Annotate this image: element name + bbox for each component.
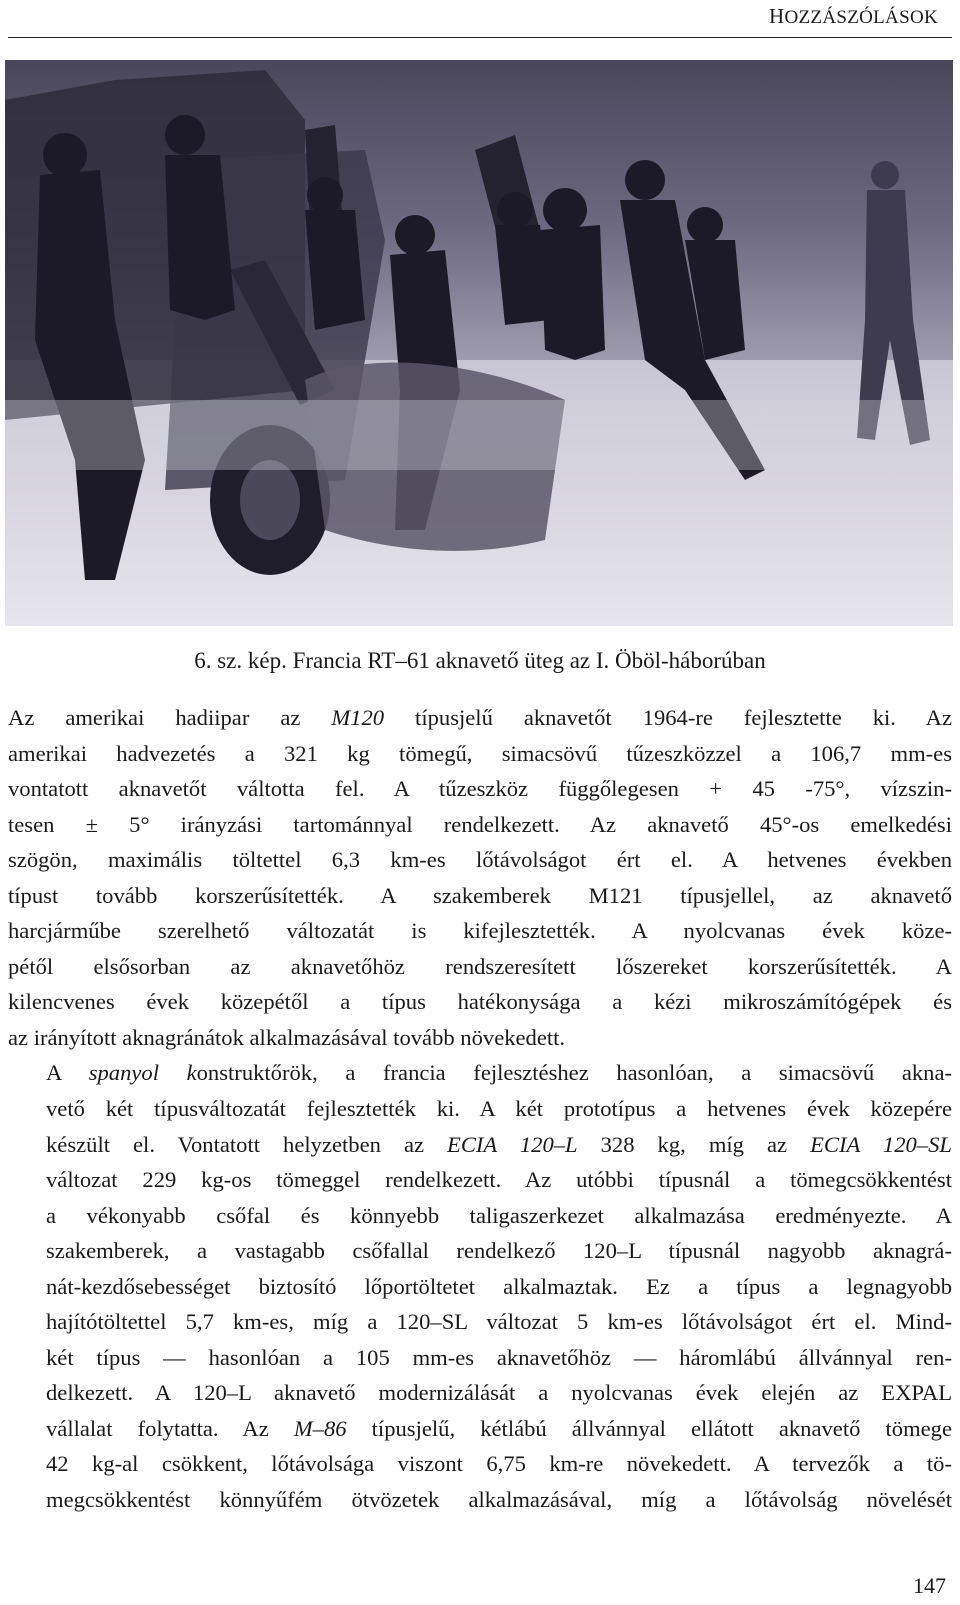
photo-illustration <box>5 60 953 626</box>
text-line <box>8 1020 952 1056</box>
text-line <box>8 1055 952 1091</box>
text-line <box>8 1446 952 1482</box>
text-line <box>8 1269 952 1305</box>
text-line <box>8 1233 952 1269</box>
text-run: szakemberek, a vastagabb csőfallal rendelkező 120–L típusnál nagyobb aknagrá- <box>46 1238 952 1264</box>
text-run: tesen ± 5° irányzási tartománnyal rendelkezett. Az aknavető 45°-os emelkedési <box>8 811 952 837</box>
text-run: delkezett. A 120–L aknavető modernizálását a nyolcvanas évek elején az EXPAL <box>46 1380 952 1406</box>
text-line <box>8 1482 952 1518</box>
text-run: típusjelű aknavetőt 1964-re fejlesztette ki. Az <box>384 705 952 730</box>
text-line <box>8 1304 952 1340</box>
text-run: változat 229 kg-os tömeggel rendelkezett. Az utóbbi típusnál a tömegcsökkentést <box>46 1167 952 1193</box>
italic-term: M120 <box>331 705 385 730</box>
text-run: készült el. Vontatott helyzetben az <box>46 1131 448 1157</box>
text-run: nát-kezdősebességet biztosító lőportöltetet alkalmaztak. Ez a típus a legnagyobb <box>46 1273 952 1299</box>
text-line <box>8 807 952 843</box>
text-run: pétől elsősorban az aknavetőhöz rendszeresített lőszereket korszerűsítették. A <box>8 953 952 979</box>
paragraph-m120 <box>8 700 952 1055</box>
text-line <box>8 736 952 772</box>
italic-term: ECIA 120–L <box>447 1131 578 1157</box>
photo-mortar-battery <box>5 60 953 626</box>
text-line <box>8 1340 952 1376</box>
header-rule <box>8 37 952 38</box>
text-run: típusjelű, kétlábú állvánnyal ellátott aknavető tömege <box>346 1415 953 1441</box>
page-number: 147 <box>913 1573 946 1598</box>
text-run: a vékonyabb csőfal és könnyebb taligaszerkezet alkalmazása eredményezte. A <box>46 1202 952 1228</box>
text-run: típust tovább korszerűsítették. A szakemberek M121 típusjellel, az aknavető <box>8 882 952 908</box>
text-line <box>8 1091 952 1127</box>
text-line <box>8 984 952 1020</box>
figure-caption: 6. sz. kép. Francia RT–61 aknavető üteg az I. Öböl-háborúban <box>194 648 766 673</box>
body-text <box>8 700 952 1518</box>
text-run: hajítótöltettel 5,7 km-es, míg a 120–SL változat 5 km-es lőtávolságot ért el. Mind- <box>46 1309 952 1335</box>
text-line <box>8 913 952 949</box>
text-run: Az amerikai hadiipar az <box>8 705 332 730</box>
running-head-initial: H <box>769 4 785 28</box>
text-run: 42 kg-al csökkent, lőtávolsága viszont 6,75 km-re növekedett. A tervezők a tö- <box>46 1451 952 1477</box>
text-line <box>8 1198 952 1234</box>
text-run: megcsökkentést könnyűfém ötvözetek alkalmazásával, míg a lőtávolság növelését <box>46 1487 952 1513</box>
italic-term: spanyol k <box>88 1060 197 1086</box>
text-run: amerikai hadvezetés a 321 kg tömegű, simacsövű tűzeszközzel a 106,7 mm-es <box>8 740 952 766</box>
text-line <box>8 700 952 736</box>
text-run: vontatott aknavetőt váltotta fel. A tűzeszköz függőlegesen + 45 -75°, vízszin- <box>8 776 952 802</box>
text-run: két típus — hasonlóan a 105 mm-es aknavetőhöz — háromlábú állvánnyal ren- <box>46 1344 952 1370</box>
text-line <box>8 878 952 914</box>
text-run: 328 kg, míg az <box>577 1131 811 1157</box>
running-head-rest: OZZÁSZÓLÁSOK <box>784 7 938 28</box>
paragraph-spanish-mortars <box>8 1055 952 1517</box>
text-run: az irányított aknagránátok alkalmazásával tovább növekedett. <box>8 1024 566 1050</box>
text-run: szögön, maximális töltettel 6,3 km-es lőtávolságot ért el. A hetvenes években <box>8 847 952 873</box>
text-run: vállalat folytatta. Az <box>46 1415 294 1441</box>
text-line <box>8 1411 952 1447</box>
text-run: onstruktőrök, a francia fejlesztéshez hasonlóan, a simacsövű akna- <box>196 1060 953 1086</box>
running-head <box>769 4 938 29</box>
text-run: A <box>46 1060 89 1086</box>
text-line <box>8 1127 952 1163</box>
text-run: harcjárműbe szerelhető változatát is kifejlesztették. A nyolcvanas évek köze- <box>8 918 952 944</box>
text-run: vető két típusváltozatát fejlesztették ki. A két prototípus a hetvenes évek közepére <box>46 1096 952 1122</box>
italic-term: M–86 <box>293 1415 347 1441</box>
text-line <box>8 771 952 807</box>
text-line <box>8 1162 952 1198</box>
text-line <box>8 1375 952 1411</box>
italic-term: ECIA 120–SL <box>810 1131 952 1157</box>
text-line <box>8 842 952 878</box>
text-run: kilencvenes évek közepétől a típus hatékonysága a kézi mikroszámítógépek és <box>8 989 952 1015</box>
text-line <box>8 949 952 985</box>
